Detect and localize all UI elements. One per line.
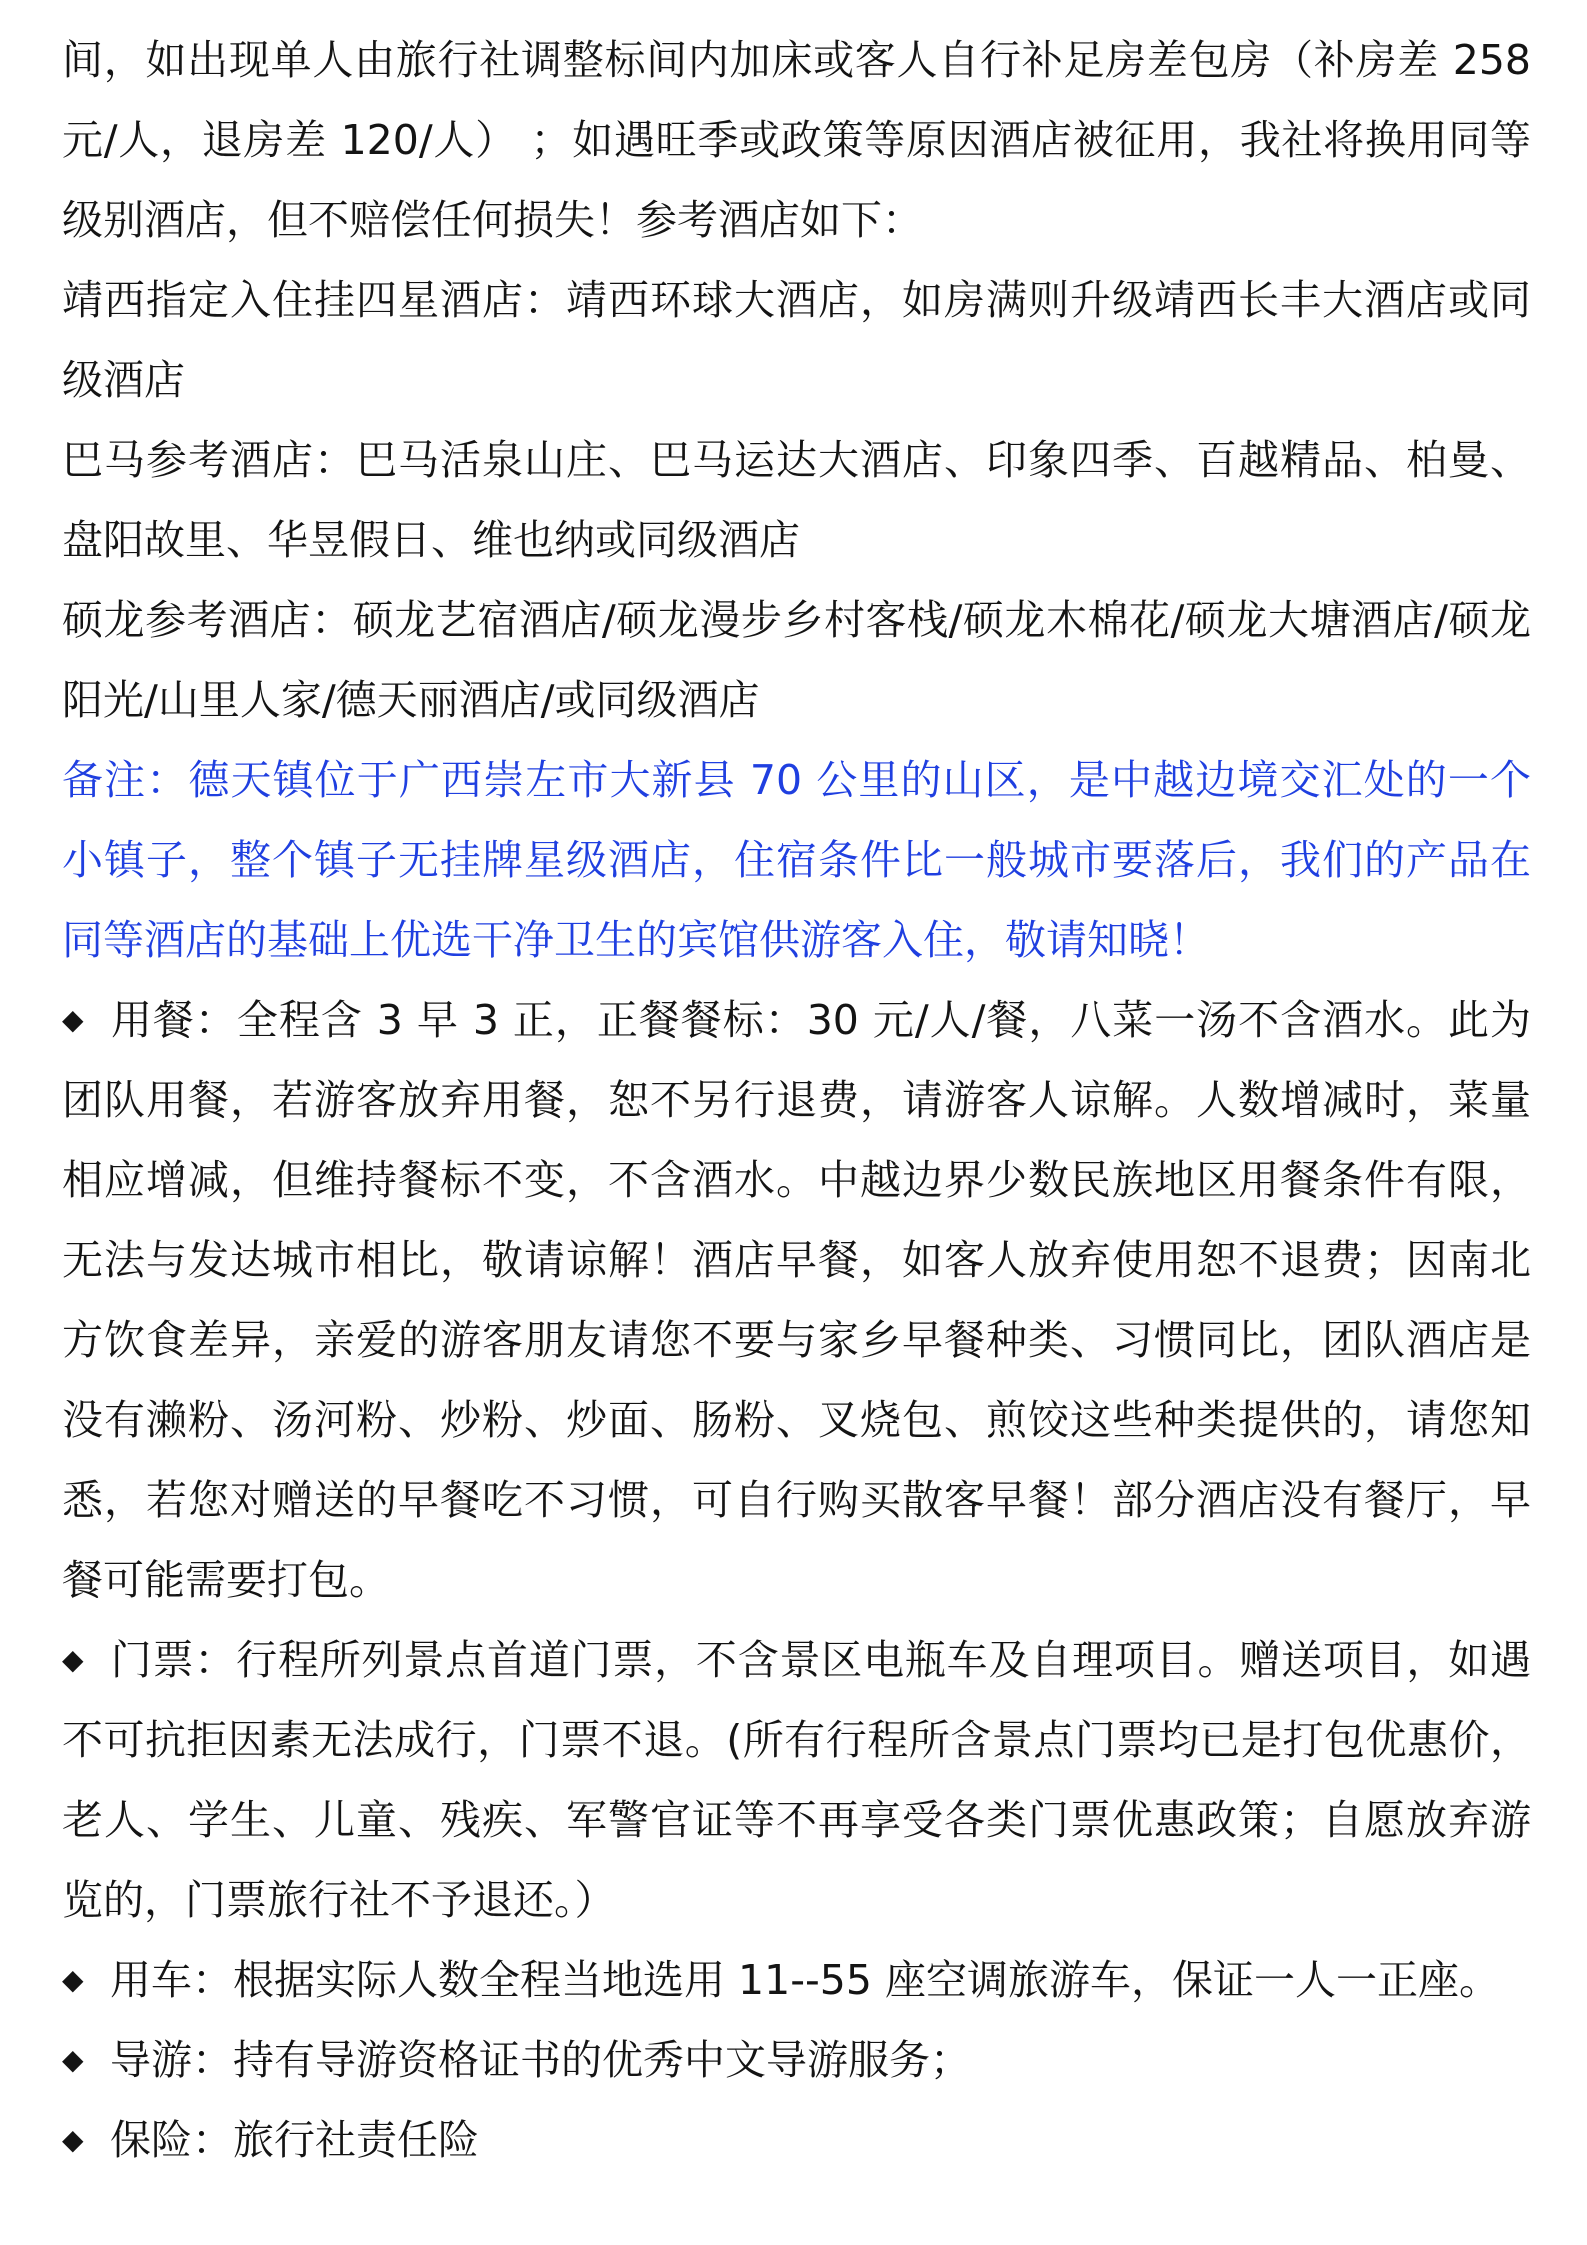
tickets-text: 门票：行程所列景点首道门票，不含景区电瓶车及自理项目。赠送项目，如遇不可抗拒因素无法成行，门票不退。(所有行程所含景点门票均已是打包优惠价，老人、学生、儿童、残疾、军警官证等不再享受各类门票优惠政策；自愿放弃游览的，门票旅行社不予退还。） bbox=[62, 1636, 1531, 1924]
insurance-item bbox=[62, 2100, 1531, 2180]
shuolong-hotel-paragraph: 硕龙参考酒店：硕龙艺宿酒店/硕龙漫步乡村客栈/硕龙木棉花/硕龙大塘酒店/硕龙阳光/山里人家/德天丽酒店/或同级酒店 bbox=[62, 596, 1531, 724]
bullet-diamond-icon: ◆ bbox=[62, 1643, 84, 1676]
vehicle-item bbox=[62, 1940, 1531, 2020]
accommodation-note: 备注：德天镇位于广西崇左市大新县 70 公里的山区，是中越边境交汇处的一个小镇子，整个镇子无挂牌星级酒店，住宿条件比一般城市要落后，我们的产品在同等酒店的基础上优选干净卫生的宾馆供游客入住，敬请知晓！ bbox=[62, 756, 1531, 964]
meals-item bbox=[62, 980, 1531, 1620]
guide-text: 导游：持有导游资格证书的优秀中文导游服务； bbox=[110, 2036, 971, 2084]
jingxi-hotel-paragraph: 靖西指定入住挂四星酒店：靖西环球大酒店，如房满则升级靖西长丰大酒店或同级酒店 bbox=[62, 276, 1531, 404]
accommodation-continuation: 间，如出现单人由旅行社调整标间内加床或客人自行补足房差包房（补房差 258 元/人，退房差 120/人） ；如遇旺季或政策等原因酒店被征用，我社将换用同等级别酒店，但不赔偿任何损失！参考酒店如下： bbox=[62, 36, 1531, 244]
insurance-text: 保险：旅行社责任险 bbox=[110, 2116, 479, 2164]
guide-item bbox=[62, 2020, 1531, 2100]
tickets-item bbox=[62, 1620, 1531, 1940]
bama-hotel-paragraph: 巴马参考酒店：巴马活泉山庄、巴马运达大酒店、印象四季、百越精品、柏曼、盘阳故里、华昱假日、维也纳或同级酒店 bbox=[62, 436, 1531, 564]
bullet-diamond-icon: ◆ bbox=[62, 1003, 84, 1036]
meals-text: 用餐：全程含 3 早 3 正，正餐餐标：30 元/人/餐，八菜一汤不含酒水。此为团队用餐，若游客放弃用餐，恕不另行退费，请游客人谅解。人数增减时，菜量相应增减，但维持餐标不变，不含酒水。中越边界少数民族地区用餐条件有限，无法与发达城市相比，敬请谅解！酒店早餐，如客人放弃使用恕不退费；因南北方饮食差异，亲爱的游客朋友请您不要与家乡早餐种类、习惯同比，团队酒店是没有濑粉、汤河粉、炒粉、炒面、肠粉、叉烧包、煎饺这些种类提供的，请您知悉，若您对赠送的早餐吃不习惯，可自行购买散客早餐！部分酒店没有餐厅，早餐可能需要打包。 bbox=[62, 996, 1531, 1604]
bullet-diamond-icon: ◆ bbox=[62, 2123, 84, 2156]
bullet-diamond-icon: ◆ bbox=[62, 2043, 84, 2076]
vehicle-text: 用车：根据实际人数全程当地选用 11--55 座空调旅游车，保证一人一正座。 bbox=[110, 1956, 1500, 2004]
bullet-diamond-icon: ◆ bbox=[62, 1963, 84, 1996]
